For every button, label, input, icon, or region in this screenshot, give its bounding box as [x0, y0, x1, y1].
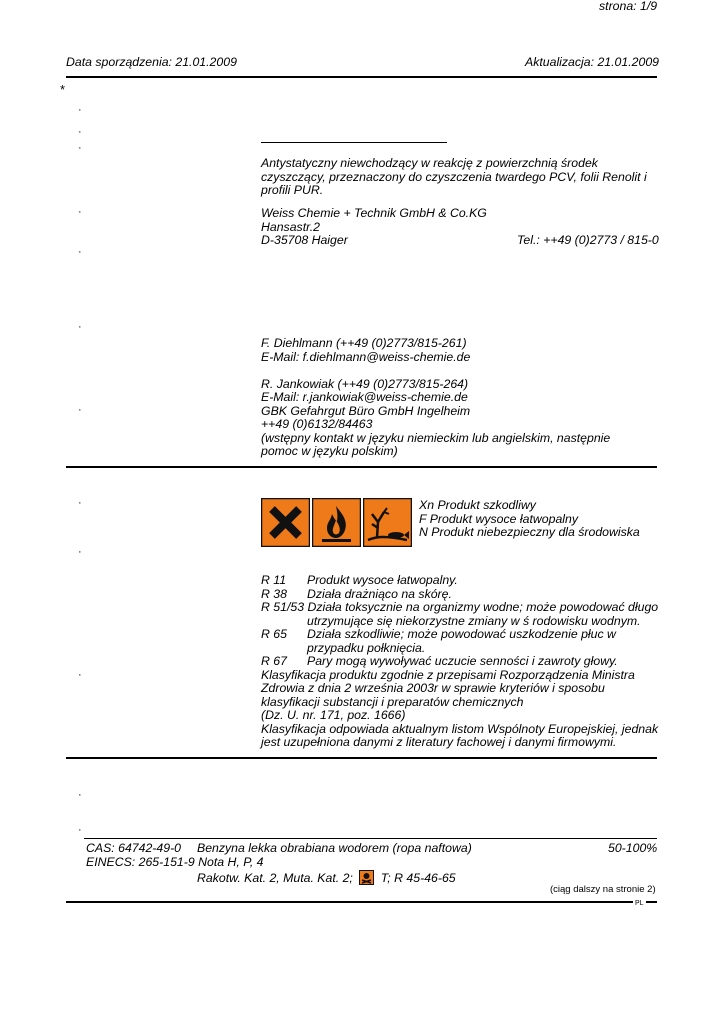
- product-use: Antystatyczny niewchodzący w reakcję z powierzchnią środek czyszczący, przeznaczony do czyszczenia twardego PCV, folii Renolit i profili PUR.: [261, 156, 647, 197]
- table-rule: [84, 838, 657, 839]
- r-phrase-continuation: przypadku połknięcia.: [307, 640, 426, 655]
- bullet: ·: [78, 789, 82, 801]
- flame-icon: [312, 498, 361, 547]
- footer-rule: [66, 901, 633, 903]
- substance-name: Benzyna lekka obrabiana wodorem (ropa naftowa): [197, 841, 472, 855]
- toxic-icon: [359, 870, 374, 885]
- emergency-line-3: (wstępny kontakt w języku niemieckim lub angielskim, następnie: [261, 430, 611, 445]
- manufacturer-phone: Tel.: ++49 (0)2773 / 815-0: [517, 233, 659, 247]
- manufacturer-city: D-35708 Haiger: [261, 233, 348, 247]
- hazard-label-f: F Produkt wysoce łatwopalny: [419, 511, 579, 526]
- language-code: PL: [635, 900, 644, 907]
- bullet: ·: [78, 142, 82, 154]
- page-number: strona: 1/9: [599, 0, 658, 13]
- r-phrase: R 65 Działa szkodliwie; może powodować uszkodzenie płuc w: [261, 627, 616, 641]
- emergency-line-4: pomoc w języku polskim): [261, 444, 398, 458]
- emergency-line-2: ++49 (0)6132/84463: [261, 417, 373, 431]
- revision-marker: *: [60, 82, 66, 97]
- contact-1-name: F. Diehlmann (++49 (0)2773/815-261): [261, 336, 467, 350]
- bullet: ·: [78, 126, 82, 138]
- classification-line: klasyfikacji substancji i preparatów chemicznych: [261, 694, 524, 709]
- substance-percent: 50-100%: [608, 841, 658, 855]
- bullet: ·: [78, 824, 82, 836]
- name-blank-line: [261, 142, 447, 143]
- contacts-block: [261, 337, 610, 459]
- hazard-label-n: N Produkt niebezpieczny dla środowiska: [419, 525, 640, 539]
- bullet: ·: [78, 104, 82, 116]
- section-rule: [66, 466, 657, 468]
- bullet: ·: [78, 404, 82, 416]
- hazard-labels: [419, 499, 640, 540]
- r-phrases: [261, 574, 658, 750]
- r-phrase-continuation: utrzymujące się niekorzystne zmiany w ś rodowisku wodnym.: [307, 613, 641, 628]
- manufacturer-street: Hansastr.2: [261, 219, 321, 234]
- einecs-number: EINECS: 265-151-9 Nota H, P, 4: [86, 855, 264, 869]
- emergency-line-1: GBK Gefahrgut Büro GmbH Ingelheim: [261, 403, 471, 418]
- updated-date: Aktualizacja: 21.01.2009: [525, 55, 659, 69]
- r-phrase: R 51/53 Działa toksycznie na organizmy wodne; może powodować długo: [261, 600, 659, 614]
- section-rule: [66, 757, 657, 759]
- bullet: ·: [78, 497, 82, 509]
- footer-rule-end: [646, 901, 657, 903]
- bullet: ·: [78, 246, 82, 258]
- harmful-x-icon: [261, 498, 310, 547]
- bullet: ·: [78, 546, 82, 558]
- continued-note: (ciąg dalszy na stronie 2): [550, 884, 656, 895]
- manufacturer-name: Weiss Chemie + Technik GmbH & Co.KG: [261, 206, 487, 220]
- environment-icon: [363, 498, 412, 547]
- classification-line: Klasyfikacja odpowiada aktualnym listom Wspólnoty Europejskiej, jednak: [261, 721, 659, 736]
- bullet: ·: [78, 321, 82, 333]
- header-rule: [66, 76, 657, 78]
- classification-line: (Dz. U. nr. 171, poz. 1666): [261, 708, 406, 722]
- cas-number: CAS: 64742-49-0: [86, 841, 182, 855]
- classification-line: Klasyfikacja produktu zgodnie z przepisami Rozporządzenia Ministra: [261, 667, 635, 682]
- r-phrase: R 67 Pary mogą wywoływać uczucie senności i zawroty głowy.: [261, 654, 618, 668]
- contact-1-email: E-Mail: f.diehlmann@weiss-chemie.de: [261, 349, 471, 364]
- substance-classification: Rakotw. Kat. 2, Muta. Kat. 2; T; R 45-46-65: [197, 871, 456, 885]
- classification-line: Zdrowia z dnia 2 września 2003r w sprawie kryteriów i sposobu: [261, 681, 605, 695]
- manufacturer-block: [261, 207, 487, 248]
- classification-line: jest uzupełniona danymi z literatury fachowej i danymi firmowymi.: [261, 735, 617, 749]
- r-phrase: R 38 Działa drażniąco na skórę.: [261, 586, 452, 601]
- bullet: ·: [78, 206, 82, 218]
- r-phrase: R 11 Produkt wysoce łatwopalny.: [261, 573, 458, 587]
- hazard-label-xn: Xn Produkt szkodliwy: [419, 498, 536, 512]
- contact-2-name: R. Jankowiak (++49 (0)2773/815-264): [261, 376, 469, 391]
- contact-2-email: E-Mail: r.jankowiak@weiss-chemie.de: [261, 390, 468, 404]
- bullet: ·: [78, 669, 82, 681]
- created-date: Data sporządzenia: 21.01.2009: [66, 55, 237, 69]
